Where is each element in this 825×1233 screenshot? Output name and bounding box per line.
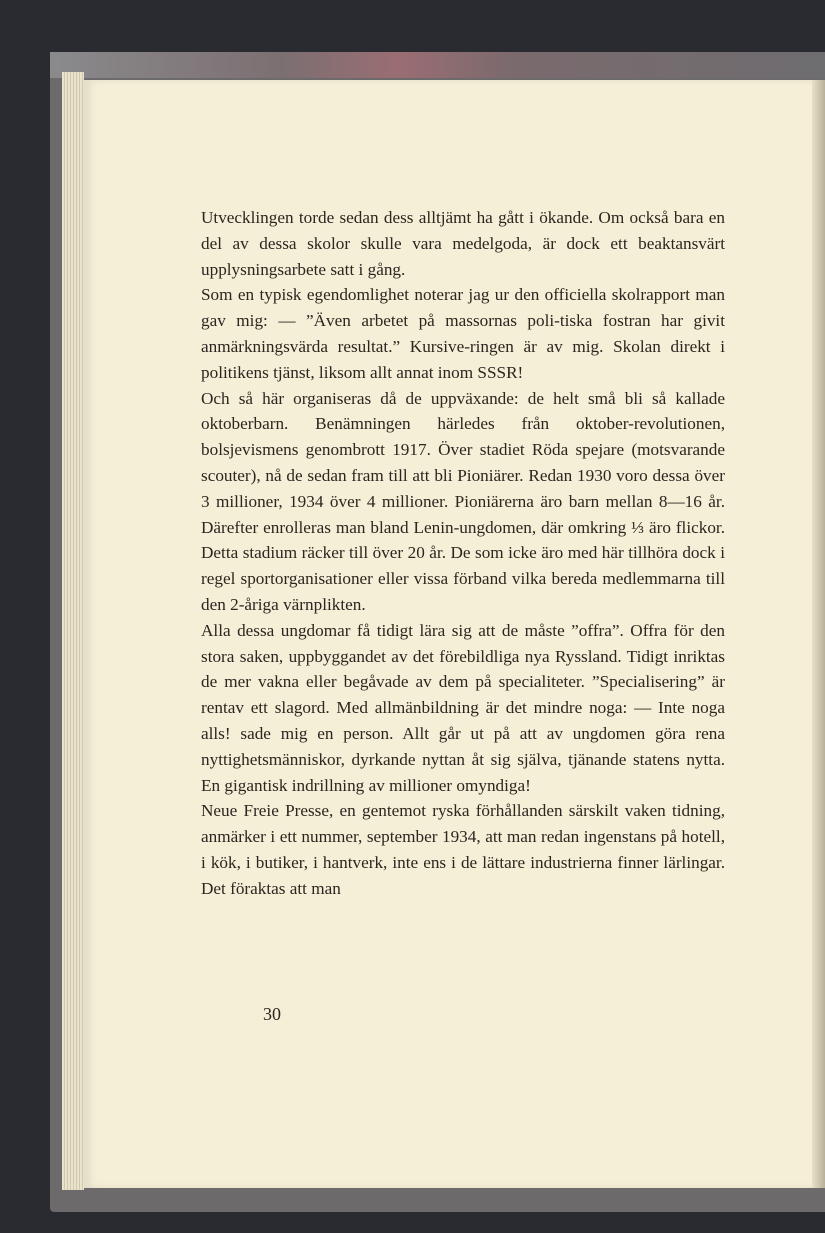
page-gutter-edge (812, 80, 825, 1188)
paragraph-3: Och så här organiseras då de uppväxande: de helt små bli så kallade oktoberbarn. Benämningen härledes från oktober-revolutionen, bolsjevismens genombrott 1917. Över stadiet Röda spejare (motsvarande scouter), nå de sedan fram till att bli Pioniärer. Redan 1930 voro dessa över 3 millioner, 1934 över 4 millioner. Pioniärerna äro barn mellan 8—16 år. Därefter enrolleras man bland Lenin-ungdomen, där omkring ⅓ äro flickor. Detta stadium räcker till över 20 år. De som icke äro med här tillhöra dock i regel sportorganisationer eller vissa förband vilka bereda medlemmarna till den 2-åriga värnplikten. (201, 388, 725, 614)
page-stack-edge (62, 72, 84, 1190)
paragraph-2: Som en typisk egendomlighet noterar jag ur den officiella skolrapport man gav mig: — ”Även arbetet på massornas poli-tiska fostran har givit anmärkningsvärda resultat.” Kursive-ringen är av mig. Skolan direkt i politikens tjänst, liksom allt annat inom SSSR! (201, 285, 725, 382)
paragraph-1: Utvecklingen torde sedan dess alltjämt ha gått i ökande. Om också bara en del av dessa skolor skulle vara medelgoda, är dock ett beaktansvärt upplysningsarbete satt i gång. (201, 208, 725, 279)
body-text (201, 205, 725, 902)
paragraph-4: Alla dessa ungdomar få tidigt lära sig att de måste ”offra”. Offra för den stora saken, uppbyggandet av det förebildliga nya Ryssland. Tidigt inriktas de mer vakna eller begåvade av dem på specialiteter. ”Specialisering” är rentav ett slagord. Med allmänbildning är det mindre noga: — Inte noga alls! sade mig en person. Allt går ut på att av ungdomen göra rena nyttighetsmänniskor, dyrkande nyttan åt sig själva, tjänande statens nytta. En gigantisk indrillning av millioner omyndiga! (201, 620, 725, 795)
page-number: 30 (263, 1004, 281, 1024)
paragraph-5: Neue Freie Presse, en gentemot ryska förhållanden särskilt vaken tidning, anmärker i ett nummer, september 1934, att man redan ingenstans på hotell, i kök, i butiker, i hantverk, inte ens i de lättare industrierna finner lärlingar. Det föraktas att man (201, 801, 725, 898)
book-cover-top-edge (50, 52, 825, 78)
